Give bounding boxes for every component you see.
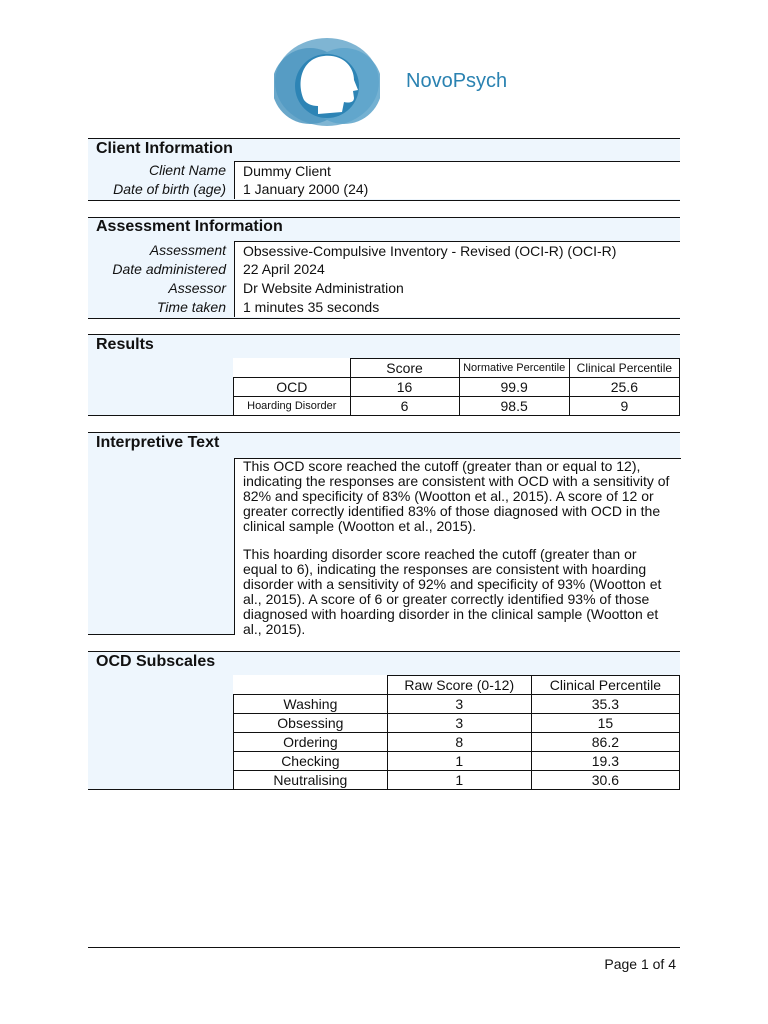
field-label: Assessor xyxy=(168,280,226,296)
score-header: Score xyxy=(350,359,459,378)
results-table xyxy=(233,358,680,416)
brand-name: NovoPsych xyxy=(406,70,508,92)
result-clinical: 25.6 xyxy=(569,378,679,397)
table-row xyxy=(234,695,680,714)
interpretive-paragraph: This hoarding disorder score reached the cutoff (greater than or equal to 6), indicating the responses are consistent with hoarding disorder with a sensitivity of 92% and specificity of 93% (Wootton et al., 2015). A score of 6 or greater correctly identified 93% of those diagnosed with hoarding disorder in the clinical sample (Wootton et al., 2015). xyxy=(243,546,662,637)
subscale-name: Obsessing xyxy=(234,714,388,733)
field-label: Time taken xyxy=(156,299,226,315)
subscale-name: Checking xyxy=(234,752,388,771)
normative-percentile-header: Normative Percentile xyxy=(459,359,569,378)
assessment-information-section xyxy=(88,217,680,319)
client-information-section xyxy=(88,138,680,201)
result-name: Hoarding Disorder xyxy=(234,397,351,416)
field-value: Dr Website Administration xyxy=(234,279,680,298)
assessment-row xyxy=(88,241,680,260)
subscale-raw: 1 xyxy=(387,771,531,790)
interpretive-text-section xyxy=(88,432,680,635)
field-value: 22 April 2024 xyxy=(234,260,680,279)
clinical-percentile-header: Clinical Percentile xyxy=(569,359,679,378)
subscale-raw: 8 xyxy=(387,733,531,752)
field-value: Dummy Client xyxy=(234,161,680,181)
section-title: Assessment Information xyxy=(96,218,283,235)
subscale-clinical: 30.6 xyxy=(531,771,679,790)
subscale-clinical: 35.3 xyxy=(531,695,679,714)
section-title: Interpretive Text xyxy=(96,434,220,451)
section-title: OCD Subscales xyxy=(96,653,216,670)
subscale-clinical: 15 xyxy=(531,714,679,733)
result-score: 16 xyxy=(350,378,459,397)
subscale-clinical: 19.3 xyxy=(531,752,679,771)
result-score: 6 xyxy=(350,397,459,416)
subscales-table xyxy=(233,675,680,790)
subscale-raw: 3 xyxy=(387,695,531,714)
table-row xyxy=(234,714,680,733)
field-value: Obsessive-Compulsive Inventory - Revised (OCI-R) (OCI-R) xyxy=(234,241,680,261)
result-normative: 99.9 xyxy=(459,378,569,397)
result-name: OCD xyxy=(234,378,351,397)
subscale-raw: 1 xyxy=(387,752,531,771)
page-number: Page 1 of 4 xyxy=(604,956,676,972)
table-row xyxy=(234,397,680,416)
table-row xyxy=(234,752,680,771)
section-title: Client Information xyxy=(96,140,233,157)
date-of-birth-row xyxy=(88,180,680,199)
interpretive-text-body xyxy=(234,458,681,635)
section-title: Results xyxy=(96,336,154,353)
field-label: Date of birth (age) xyxy=(113,181,226,197)
interpretive-paragraph: This OCD score reached the cutoff (greater than or equal to 12), indicating the responses are consistent with OCD with a sensitivity of 82% and specificity of 83% (Wootton et al., 2015). A score of 12 or greater correctly identified 83% of those diagnosed with OCD in the clinical sample (Wootton et al., 2015). xyxy=(243,458,670,534)
field-label: Assessment xyxy=(149,242,226,258)
head-profile-logo-icon xyxy=(274,36,380,128)
clinical-percentile-header: Clinical Percentile xyxy=(531,676,679,695)
field-value: 1 January 2000 (24) xyxy=(234,180,680,199)
table-row xyxy=(234,771,680,790)
ocd-subscales-section xyxy=(88,651,680,790)
results-section xyxy=(88,334,680,416)
raw-score-header: Raw Score (0-12) xyxy=(387,676,531,695)
table-row xyxy=(234,733,680,752)
table-row xyxy=(234,378,680,397)
result-clinical: 9 xyxy=(569,397,679,416)
subscale-name: Washing xyxy=(234,695,388,714)
field-label: Date administered xyxy=(112,261,226,277)
result-normative: 98.5 xyxy=(459,397,569,416)
assessor-row xyxy=(88,279,680,298)
field-label: Client Name xyxy=(148,162,226,178)
subscale-raw: 3 xyxy=(387,714,531,733)
time-taken-row xyxy=(88,298,680,317)
subscale-name: Neutralising xyxy=(234,771,388,790)
footer-divider xyxy=(88,947,680,948)
field-value: 1 minutes 35 seconds xyxy=(234,298,680,317)
date-administered-row xyxy=(88,260,680,279)
client-name-row xyxy=(88,161,680,180)
subscale-name: Ordering xyxy=(234,733,388,752)
subscale-clinical: 86.2 xyxy=(531,733,679,752)
